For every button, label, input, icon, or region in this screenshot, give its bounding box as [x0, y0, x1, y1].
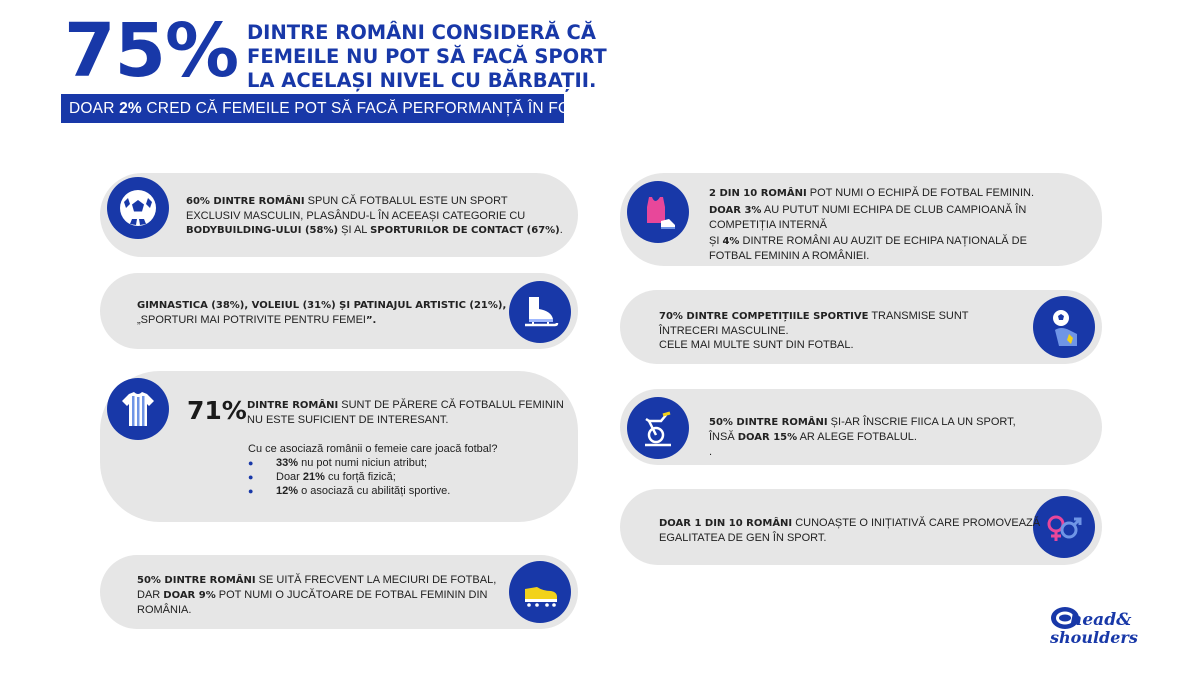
card-text: 70% DINTRE COMPETIȚIILE SPORTIVE TRANSMISE SUNT ÎNTRECERI MASCULINE. CELE MAI MULTE SUNT DIN FOTBAL. — [659, 310, 969, 351]
subheadline-highlight: 2% — [119, 100, 142, 117]
headline-line: DINTRE ROMÂNI CONSIDERĂ CĂ — [247, 21, 596, 44]
card-text: DOAR 1 DIN 10 ROMÂNI CUNOAȘTE O INIȚIATIVĂ CARE PROMOVEAZĂ EGALITATEA DE GEN ÎN SPORT. — [659, 517, 1041, 544]
card-text: DINTRE ROMÂNI SUNT DE PĂRERE CĂ FOTBALUL FEMININ NU ESTE SUFICIENT DE INTERESANT. — [247, 399, 564, 426]
exercise-bike-icon — [627, 397, 689, 459]
list-item: ● 33% nu pot numi niciun atribut; — [248, 457, 428, 469]
card-text: GIMNASTICA (38%), VOLEIUL (31%) ȘI PATINAJUL ARTISTIC (21%), „SPORTURI MAI POTRIVITE PENTRU FEMEI”. — [137, 300, 507, 326]
goalkeeper-glove-icon — [1033, 296, 1095, 358]
association-question — [248, 442, 497, 498]
card-text: 2 DIN 10 ROMÂNI POT NUMI O ECHIPĂ DE FOTBAL FEMININ. DOAR 3% AU PUTUT NUMI ECHIPA DE CLUB CAMPIOANĂ ÎN COMPETIȚIA INTERNĂ ȘI 4% DINTRE ROMÂNI AU AUZIT DE ECHIPA NAȚIONALĂ DE FOTBAL FEMININ A ROMÂNIEI. — [709, 187, 1035, 262]
soccer-ball-icon — [107, 177, 169, 239]
headline-text — [247, 21, 607, 93]
headline-line: LA ACELAȘI NIVEL CU BĂRBAȚII. — [247, 69, 597, 92]
subheadline-banner — [61, 94, 615, 123]
subheadline-text: CRED CĂ FEMEILE POT SĂ FACĂ PERFORMANȚĂ ÎN FOTBAL. — [141, 100, 615, 117]
subheadline-text: DOAR — [69, 100, 120, 117]
headline-percent: 75% — [64, 8, 239, 94]
gender-symbols-icon — [1033, 496, 1095, 558]
card-text: 50% DINTRE ROMÂNI SE UITĂ FRECVENT LA MECIURI DE FOTBAL, DAR DOAR 9% POT NUMI O JUCĂTOARE DE FOTBAL FEMININ DIN ROMÂNIA. — [137, 574, 497, 616]
tank-top-sneaker-icon — [627, 181, 689, 243]
logo-text: head& — [1070, 610, 1132, 630]
card-text: 60% DINTRE ROMÂNI SPUN CĂ FOTBALUL ESTE UN SPORT EXCLUSIV MASCULIN, PLASÂNDU-L ÎN ACEEAȘI CATEGORIE CU BODYBUILDING-ULUI (58%) ȘI AL SPORTURILOR DE CONTACT (67%). — [186, 195, 563, 236]
list-item: ● Doar 21% cu forță fizică; — [248, 471, 396, 483]
head-and-shoulders-logo — [1050, 606, 1150, 654]
card-text: 50% DINTRE ROMÂNI ȘI-AR ÎNSCRIE FIICA LA UN SPORT, ÎNSĂ DOAR 15% AR ALEGE FOTBALUL. . — [709, 416, 1016, 458]
logo-text: shoulders — [1050, 628, 1138, 647]
football-boot-icon — [509, 561, 571, 623]
list-item: ● 12% o asociază cu abilități sportive. — [248, 485, 451, 497]
stat-big-percent: 71% — [187, 396, 247, 425]
headline-line: FEMEILE NU POT SĂ FACĂ SPORT — [247, 45, 607, 68]
question-text: Cu ce asociază românii o femeie care joacă fotbal? — [248, 443, 498, 455]
jersey-icon — [107, 378, 169, 440]
ice-skate-icon — [509, 281, 571, 343]
